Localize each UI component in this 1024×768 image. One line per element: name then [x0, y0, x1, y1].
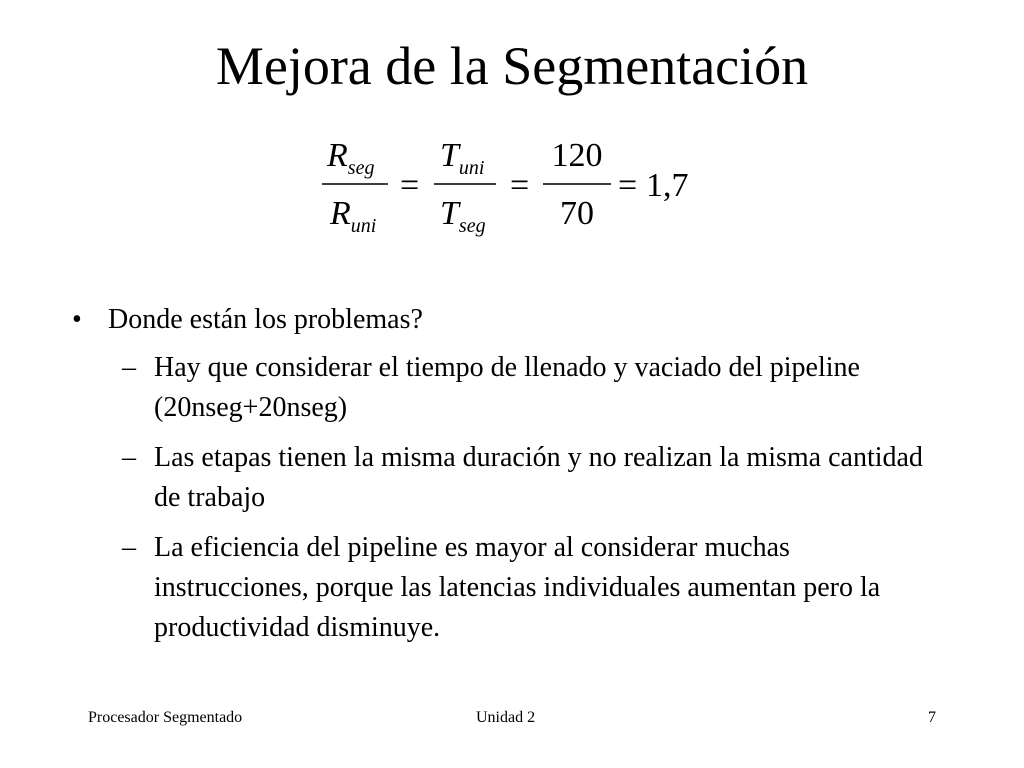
r-seg-symbol: R	[327, 137, 348, 174]
numerator-120: 120	[551, 137, 603, 174]
r-seg-subscript: seg	[347, 157, 375, 179]
footer-course: Procesador Segmentado	[88, 709, 243, 726]
sub-bullet-text: Las etapas tienen la misma duración y no realizan la misma cantidad de trabajo	[154, 442, 923, 513]
sub-bullet-marker: –	[122, 352, 136, 383]
bullet-text: Donde están los problemas?	[108, 304, 423, 335]
page-number: 7	[928, 709, 936, 726]
r-uni-symbol: R	[330, 195, 351, 232]
fraction-120-over-70	[543, 137, 611, 232]
bullet-marker: •	[72, 304, 82, 335]
svg-text:Rseg	[326, 137, 374, 179]
sub-bullet-text: La eficiencia del pipeline es mayor al considerar muchas instrucciones, porque las latencias individuales aumentan pero la productividad disminuye.	[154, 532, 881, 643]
denominator-70: 70	[560, 195, 594, 232]
svg-text:Tuni	[440, 137, 484, 179]
fraction-t-uni-over-t-seg	[434, 137, 496, 237]
sub-bullet-text: Hay que considerar el tiempo de llenado y vaciado del pipeline (20nseg+20nseg)	[154, 352, 860, 423]
footer-unit: Unidad 2	[476, 709, 536, 726]
t-uni-symbol: T	[440, 137, 459, 174]
t-seg-symbol: T	[440, 195, 459, 232]
speedup-formula	[300, 118, 720, 258]
slide-title: Mejora de la Segmentación	[215, 36, 809, 96]
r-uni-subscript: uni	[350, 215, 377, 237]
t-uni-subscript: uni	[458, 157, 485, 179]
sub-bullet-marker: –	[122, 442, 136, 473]
t-seg-subscript: seg	[458, 215, 486, 237]
equals-sign-2: =	[510, 167, 530, 204]
equals-sign-3: =	[618, 167, 638, 204]
svg-text:Tseg	[440, 195, 486, 237]
svg-text:Runi	[329, 195, 376, 237]
speedup-result: 1,7	[646, 167, 689, 204]
sub-bullet-marker: –	[122, 532, 136, 563]
equals-sign-1: =	[400, 167, 420, 204]
fraction-r-seg-over-r-uni	[322, 137, 388, 237]
